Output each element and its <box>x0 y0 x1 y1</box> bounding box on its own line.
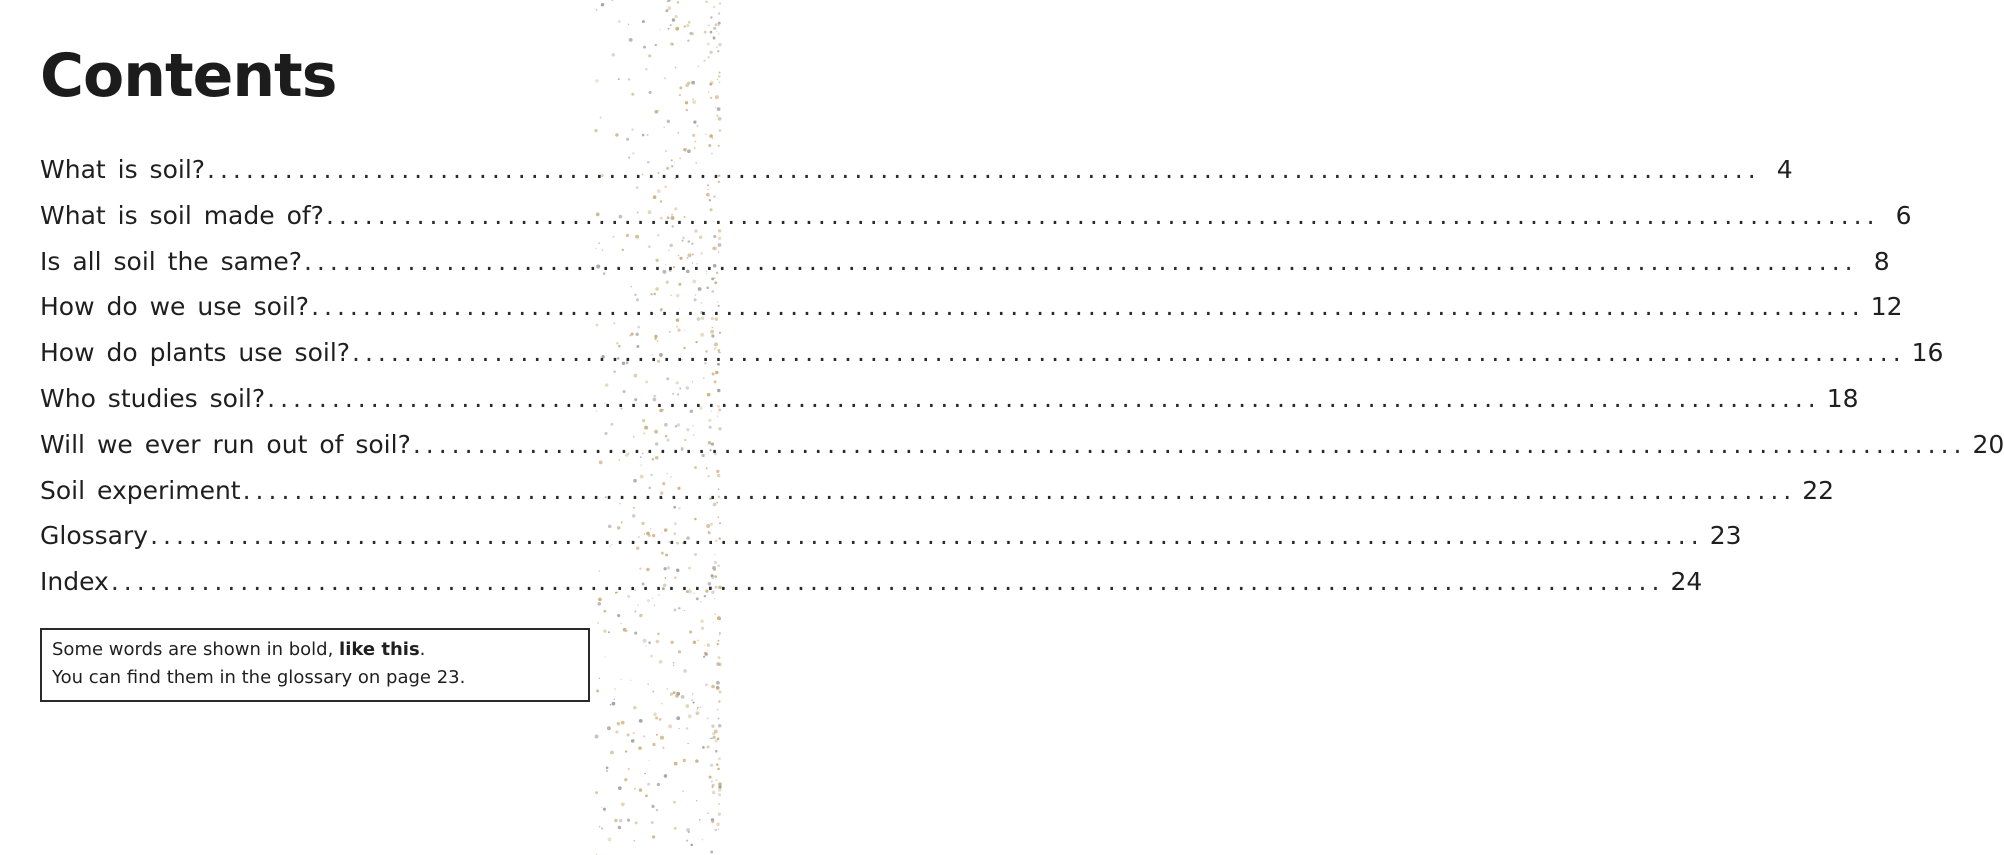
toc-leader-dots: ........................................................................................................................ <box>207 155 1761 184</box>
toc-entry-page: 4 <box>1776 155 1793 184</box>
toc-entry-page: 12 <box>1870 292 1903 322</box>
table-of-contents <box>40 147 2004 605</box>
toc-entry-label: Glossary <box>40 521 149 551</box>
toc-entry <box>40 376 1859 422</box>
toc-entry-label: Will we ever run out of soil? <box>40 429 411 459</box>
toc-entry-label: How do we use soil? <box>40 292 310 322</box>
toc-entry-page: 8 <box>1873 246 1890 276</box>
toc-entry <box>40 513 1742 559</box>
toc-entry-page: 22 <box>1802 475 1835 505</box>
toc-leader-dots: ........................................................................................................................ <box>242 475 1797 505</box>
toc-leader-dots: ........................................................................................................................ <box>311 292 1865 322</box>
toc-entry-page: 24 <box>1670 567 1703 597</box>
toc-entry <box>40 284 1903 330</box>
toc-leader-dots: ........................................................................................................................ <box>110 567 1665 597</box>
toc-entry-label: Index <box>40 567 109 597</box>
toc-entry-label: Is all soil the same? <box>40 246 302 276</box>
toc-entry-page: 6 <box>1895 200 1912 230</box>
toc-entry <box>40 239 1890 285</box>
glossary-note-box <box>40 628 590 702</box>
toc-leader-dots: ........................................................................................................................ <box>412 429 1967 459</box>
note-bold-example: like this <box>339 639 420 660</box>
note-punctuation: . <box>419 639 426 660</box>
toc-entry <box>40 422 2004 468</box>
note-line-2: You can find them in the glossary on page 23. <box>52 667 466 688</box>
toc-entry-label: How do plants use soil? <box>40 338 351 368</box>
toc-entry <box>40 330 1944 376</box>
toc-entry <box>40 193 1912 239</box>
toc-leader-dots: ........................................................................................................................ <box>303 246 1858 276</box>
toc-leader-dots: ........................................................................................................................ <box>150 521 1704 551</box>
toc-entry <box>40 468 1835 514</box>
toc-leader-dots: ........................................................................................................................ <box>267 383 1821 413</box>
toc-entry-label: Who studies soil? <box>40 383 266 413</box>
toc-entry-page: 23 <box>1709 521 1742 551</box>
toc-entry-label: What is soil made of? <box>40 200 324 230</box>
toc-entry-page: 16 <box>1911 338 1944 368</box>
page-title: Contents <box>40 41 337 111</box>
toc-entry-label: What is soil? <box>40 155 206 184</box>
note-text: Some words are shown in bold, <box>52 639 340 660</box>
toc-entry <box>40 147 1793 193</box>
toc-entry-page: 18 <box>1826 383 1859 413</box>
toc-entry-label: Soil experiment <box>40 475 241 505</box>
toc-entry-page: 20 <box>1972 429 2004 459</box>
note-line-1 <box>52 636 580 664</box>
toc-leader-dots: ........................................................................................................................ <box>352 338 1906 368</box>
toc-entry <box>40 559 1703 605</box>
toc-leader-dots: ........................................................................................................................ <box>325 200 1880 230</box>
